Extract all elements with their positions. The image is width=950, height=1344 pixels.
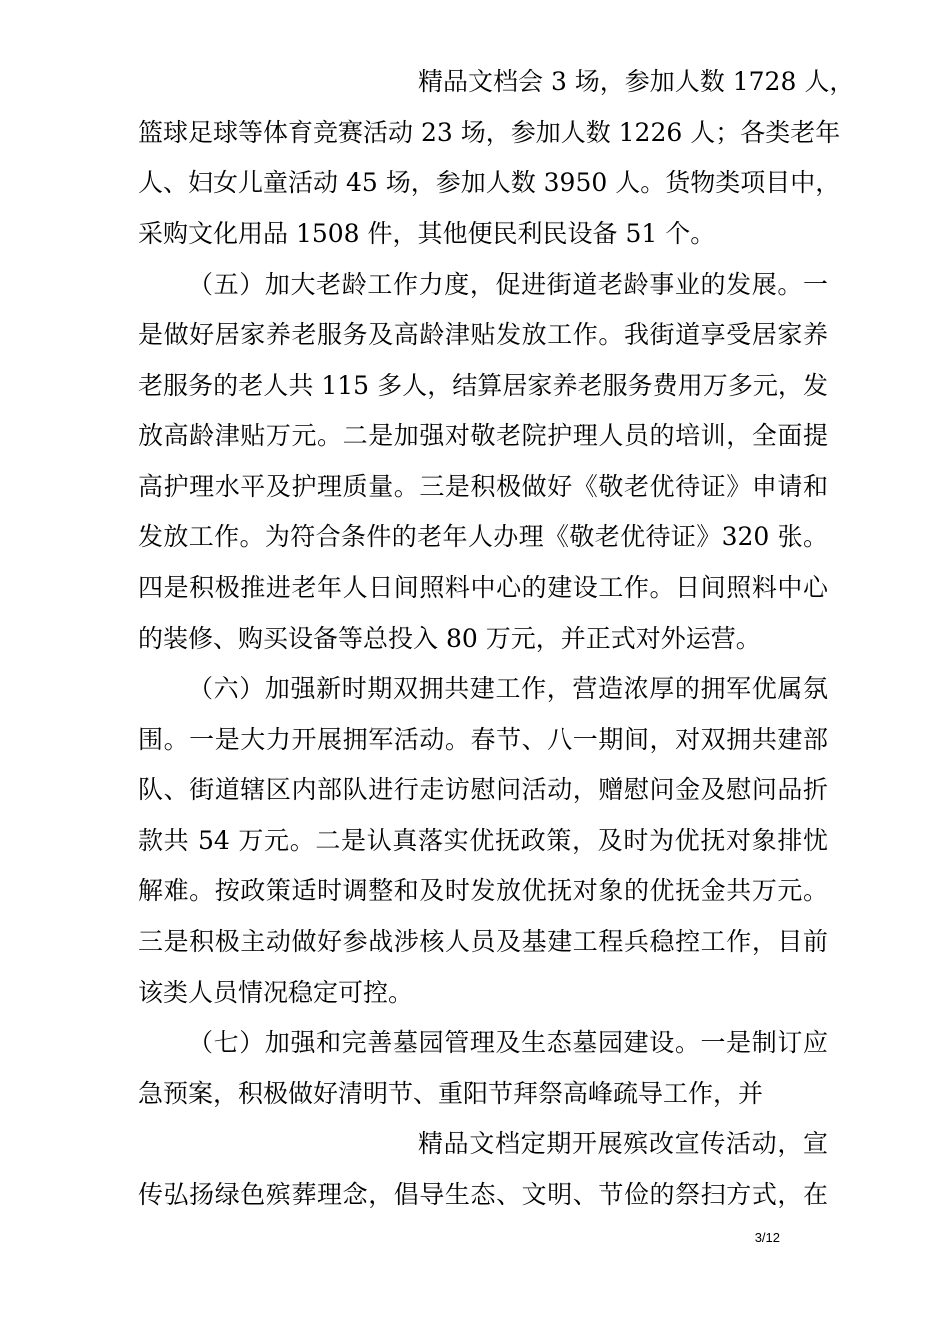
text-line-23: 传弘扬绿色殡葬理念，倡导生态、文明、节俭的祭扫方式，在: [138, 1180, 828, 1209]
text-line-1: 精品文档会 3 场，参加人数 1728 人，: [418, 67, 855, 96]
text-line-14: 围。一是大力开展拥军活动。春节、八一期间，对双拥共建部: [138, 725, 828, 754]
text-line-21: 急预案，积极做好清明节、重阳节拜祭高峰疏导工作，并: [138, 1079, 764, 1108]
text-line-18: 三是积极主动做好参战涉核人员及基建工程兵稳控工作，目前: [138, 927, 828, 956]
page-number: 3/12: [754, 1230, 780, 1245]
text-line-13: （六）加强新时期双拥共建工作，营造浓厚的拥军优属氛: [188, 674, 828, 703]
text-line-2: 篮球足球等体育竞赛活动 23 场，参加人数 1226 人；各类老年: [138, 118, 841, 147]
text-line-15: 队、街道辖区内部队进行走访慰问活动，赠慰问金及慰问品折: [138, 775, 828, 804]
text-line-19: 该类人员情况稳定可控。: [138, 978, 414, 1007]
text-line-22: 精品文档定期开展殡改宣传活动，宣: [418, 1129, 828, 1158]
text-line-8: 放高龄津贴万元。二是加强对敬老院护理人员的培训，全面提: [138, 421, 828, 450]
text-line-6: 是做好居家养老服务及高龄津贴发放工作。我街道享受居家养: [138, 320, 828, 349]
text-line-7: 老服务的老人共 115 多人，结算居家养老服务费用万多元，发: [138, 371, 828, 400]
text-line-3: 人、妇女儿童活动 45 场，参加人数 3950 人。货物类项目中，: [138, 168, 841, 197]
text-line-20: （七）加强和完善墓园管理及生态墓园建设。一是制订应: [188, 1028, 828, 1057]
text-line-4: 采购文化用品 1508 件，其他便民利民设备 51 个。: [138, 219, 716, 248]
text-line-12: 的装修、购买设备等总投入 80 万元，并正式对外运营。: [138, 624, 761, 653]
text-line-5: （五）加大老龄工作力度，促进街道老龄事业的发展。一: [188, 270, 828, 299]
text-line-9: 高护理水平及护理质量。三是积极做好《敬老优待证》申请和: [138, 472, 828, 501]
text-line-10: 发放工作。为符合条件的老年人办理《敬老优待证》320 张。: [138, 522, 828, 551]
text-line-16: 款共 54 万元。二是认真落实优抚政策，及时为优抚对象排忧: [138, 826, 828, 855]
text-line-17: 解难。按政策适时调整和及时发放优抚对象的优抚金共万元。: [138, 876, 828, 905]
text-line-11: 四是积极推进老年人日间照料中心的建设工作。日间照料中心: [138, 573, 828, 602]
